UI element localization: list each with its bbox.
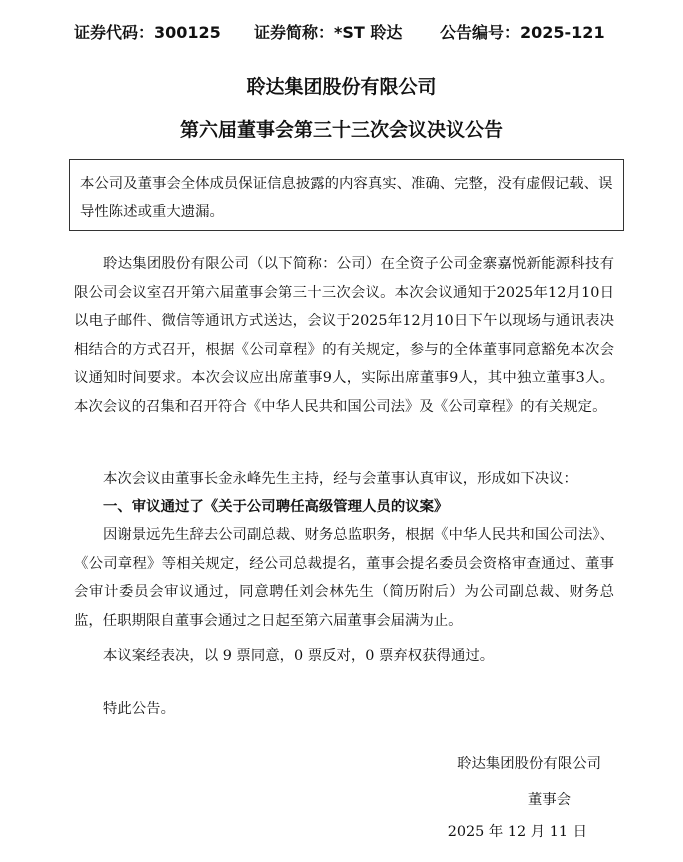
- signature-date: 2025 年 12 月 11 日: [447, 824, 587, 840]
- announcement-number: 公告编号：2025-121: [440, 23, 605, 42]
- vote-result-paragraph: 本议案经表决，以 9 票同意，0 票反对，0 票弃权获得通过。: [103, 648, 495, 664]
- closing-paragraph: 特此公告。: [103, 701, 175, 717]
- meeting-chair-paragraph: 本次会议由董事长金永峰先生主持，经与会董事认真审议，形成如下决议：: [103, 471, 578, 487]
- signature-company: 聆达集团股份有限公司: [457, 756, 601, 772]
- signature-board: 董事会: [527, 792, 571, 808]
- disclosure-notice-box: 本公司及董事会全体成员保证信息披露的内容真实、准确、完整，没有虚假记载、误导性陈述或重大遗漏。: [69, 159, 624, 231]
- company-title: 聆达集团股份有限公司: [246, 76, 437, 98]
- meeting-intro-paragraph: 聆达集团股份有限公司（以下简称：公司）在全资子公司金寨嘉悦新能源科技有限公司会议室召开第六届董事会第三十三次会议。本次会议通知于2025年12月10日以电子邮件、微信等通讯方式送达，会议于2025年12月10日下午以现场与通讯表决相结合的方式召开，根据《公司章程》的有关规定，参与的全体董事同意豁免本次会议通知时间要求。本次会议应出席董事9人，实际出席董事9人，其中独立董事3人。本次会议的召集和召开符合《中华人民共和国公司法》及《公司章程》的有关规定。: [74, 256, 614, 415]
- stock-abbreviation: 证券简称：*ST 聆达: [254, 23, 403, 42]
- resolution-detail-paragraph: 因谢景远先生辞去公司副总裁、财务总监职务，根据《中华人民共和国公司法》、《公司章程》等相关规定，经公司总裁提名，董事会提名委员会资格审查通过、董事会审计委员会审议通过，同意聘任刘会林先生（简历附后）为公司副总裁、财务总监，任职期限自董事会通过之日起至第六届董事会届满为止。: [74, 527, 614, 629]
- announcement-title: 第六届董事会第三十三次会议决议公告: [179, 119, 503, 141]
- resolution-heading: 一、审议通过了《关于公司聘任高级管理人员的议案》: [103, 499, 449, 515]
- stock-code: 证券代码：300125: [74, 23, 221, 42]
